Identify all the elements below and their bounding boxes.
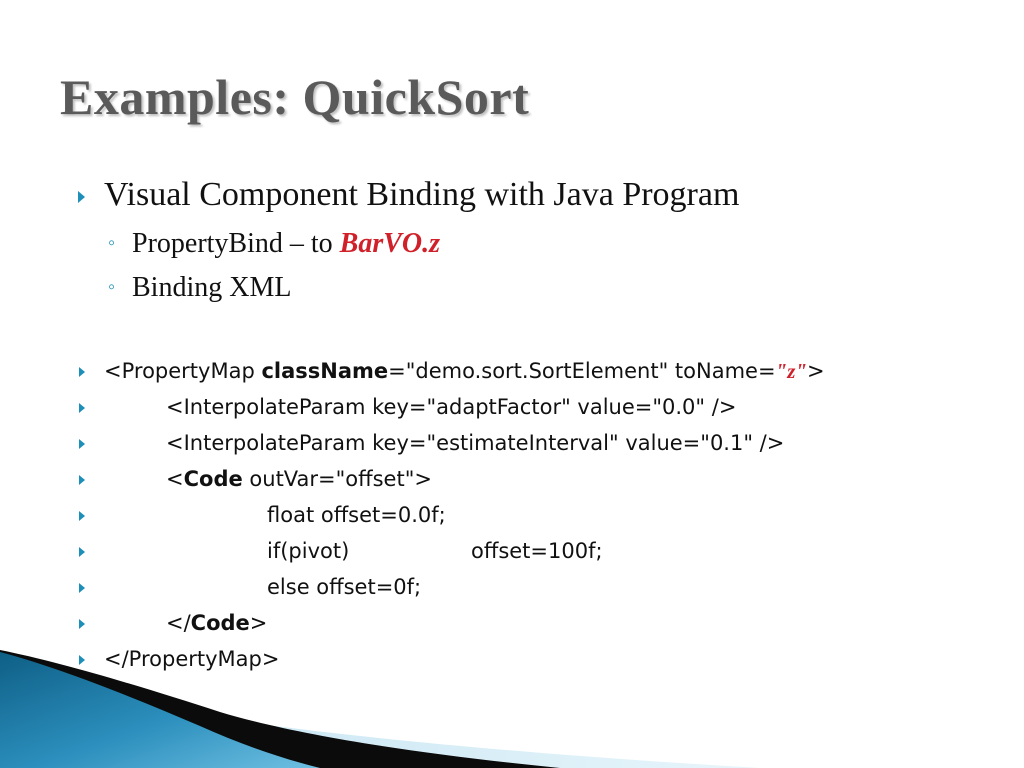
bullet-arrow-icon — [79, 547, 85, 557]
bullet-arrow-icon — [79, 583, 85, 593]
propertybind-text: PropertyBind – to — [132, 228, 340, 259]
bullet-arrow-icon — [79, 511, 85, 521]
sub-bullet-circle-icon: ◦ — [108, 232, 116, 254]
sub-bullet-binding-xml: Binding XML — [132, 272, 292, 303]
code-line-4 — [166, 467, 432, 491]
bullet-arrow-icon — [79, 619, 85, 629]
code-line-7: else offset=0f; — [267, 575, 422, 599]
code-emphasis-z: "z" — [775, 359, 808, 383]
bullet-arrow-icon — [79, 367, 85, 377]
bullet-arrow-icon — [79, 403, 85, 413]
code-line-8 — [166, 611, 267, 635]
code-line-6a: if(pivot) — [267, 539, 350, 563]
sub-bullet-circle-icon: ◦ — [108, 276, 116, 298]
code-keyword: Code — [183, 467, 243, 491]
code-text: outVar="offset"> — [242, 467, 432, 491]
bullet-arrow-icon — [79, 655, 85, 665]
code-text: > — [249, 611, 268, 635]
code-line-9: </PropertyMap> — [104, 647, 280, 671]
bullet-arrow-icon — [79, 439, 85, 449]
bullet-arrow-icon — [79, 475, 85, 485]
code-text: ="demo.sort.SortElement" toName= — [388, 359, 776, 383]
code-text: > — [807, 359, 825, 383]
barvo-z-emphasis: BarVO.z — [339, 228, 441, 259]
code-line-6b: offset=100f; — [471, 539, 603, 563]
code-line-3: <InterpolateParam key="estimateInterval" value="0.1" /> — [166, 431, 785, 455]
sub-bullet-propertybind — [132, 228, 440, 260]
code-text: <PropertyMap — [104, 359, 262, 383]
slide-title: Examples: QuickSort — [60, 69, 530, 125]
code-line-1 — [104, 359, 825, 384]
bullet-arrow-icon — [78, 191, 85, 203]
code-line-2: <InterpolateParam key="adaptFactor" value="0.0" /> — [166, 395, 737, 419]
code-keyword: Code — [190, 611, 250, 635]
code-line-5: float offset=0.0f; — [267, 503, 446, 527]
code-text: </ — [166, 611, 191, 635]
main-bullet-heading: Visual Component Binding with Java Program — [104, 176, 740, 213]
code-text: < — [166, 467, 184, 491]
code-keyword: className — [261, 359, 389, 383]
